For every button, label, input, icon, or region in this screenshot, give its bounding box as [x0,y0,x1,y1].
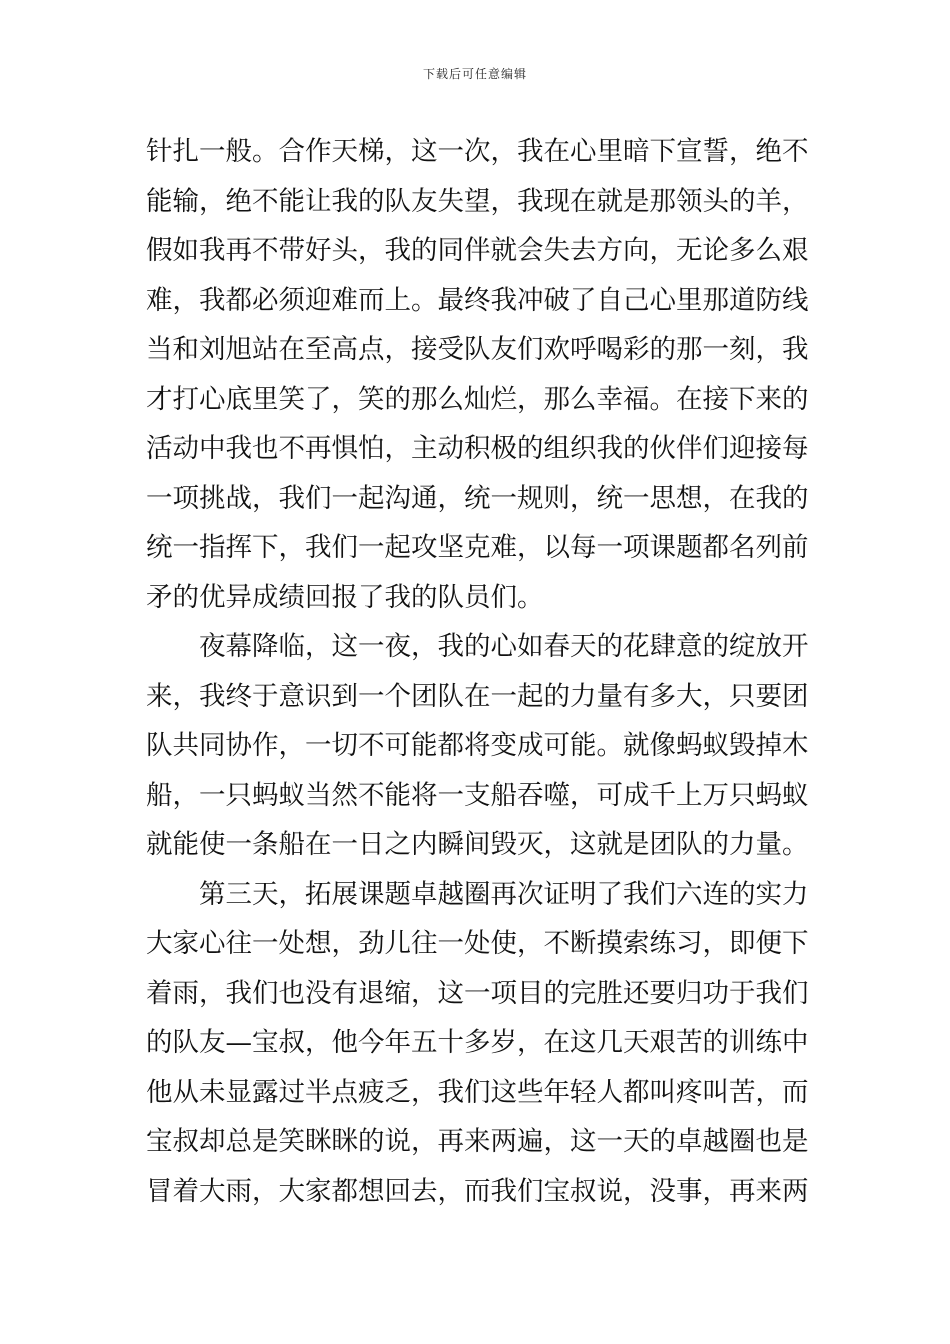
text-line: 统一指挥下，我们一起攻坚克难，以每一项课题都名列前 [146,532,809,563]
document-body [146,127,826,1216]
page-header: 下载后可任意编辑 [422,67,527,81]
text-line: 能输，绝不能让我的队友失望，我现在就是那领头的羊， [146,185,809,217]
text-line: 船，一只蚂蚁当然不能将一支船吞噬，可成千上万只蚂蚁 [146,779,809,811]
text-line: 队共同协作，一切不可能都将变成可能。就像蚂蚁毁掉木 [146,730,809,761]
text-line: 难，我都必须迎难而上。最终我冲破了自己心里那道防线 [146,284,809,316]
text-line: 冒着大雨，大家都想回去，而我们宝叔说，没事，再来两 [146,1175,809,1207]
text-line: 大家心往一处想，劲儿往一处使，不断摸索练习，即便下 [146,928,809,959]
text-line: 活动中我也不再惧怕，主动积极的组织我的伙伴们迎接每 [146,433,809,464]
text-line: 宝叔却总是笑眯眯的说，再来两遍，这一天的卓越圈也是 [146,1126,809,1157]
text-line: 他从未显露过半点疲乏，我们这些年轻人都叫疼叫苦，而 [146,1076,809,1108]
text-line: 着雨，我们也没有退缩，这一项目的完胜还要归功于我们 [146,977,809,1009]
text-line: 矛的优异成绩回报了我的队员们。 [146,581,544,613]
paragraph-first-line: 第三天，拓展课题卓越圈再次证明了我们六连的实力 [199,878,809,910]
text-line: 假如我再不带好头，我的同伴就会失去方向，无论多么艰 [146,235,809,266]
text-line: 当和刘旭站在至高点，接受队友们欢呼喝彩的那一刻，我 [146,334,809,365]
text-line: 才打心底里笑了，笑的那么灿烂，那么幸福。在接下来的 [146,383,809,415]
text-line: 的队友—宝叔，他今年五十多岁，在这几天艰苦的训练中 [146,1027,809,1058]
text-line: 就能使一条船在一日之内瞬间毁灭，这就是团队的力量。 [146,829,809,860]
text-line: 一项挑战，我们一起沟通，统一规则，统一思想，在我的 [146,482,809,514]
text-line: 针扎一般。合作天梯，这一次，我在心里暗下宣誓，绝不 [146,136,809,167]
paragraph-first-line: 夜幕降临，这一夜，我的心如春天的花肆意的绽放开 [199,631,809,662]
text-line: 来，我终于意识到一个团队在一起的力量有多大，只要团 [146,680,809,712]
